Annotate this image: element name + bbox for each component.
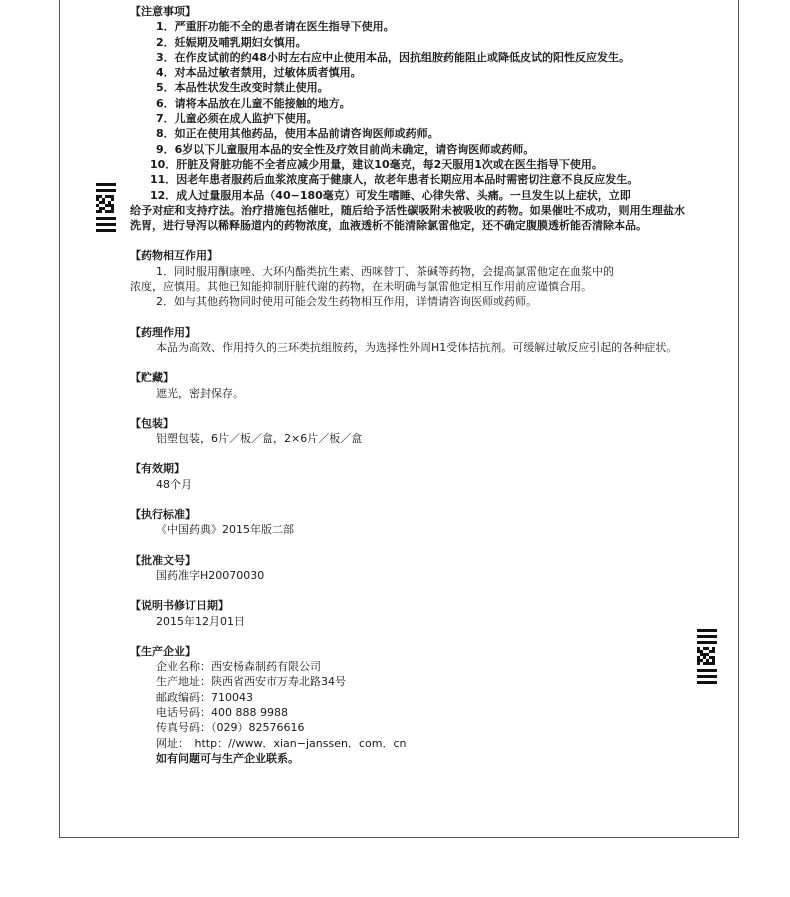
package-heading: 【包装】	[130, 416, 174, 430]
revision-section	[130, 598, 685, 629]
precaution-item-5: 5．本品性状发生改变时禁止使用。	[156, 81, 329, 95]
storage-text: 遮光，密封保存。	[156, 386, 244, 400]
precaution-item-6: 6．请将本品放在儿童不能接触的地方。	[156, 96, 351, 110]
manufacturer-website: 网址： http：//www．xian−janssen．com．cn	[156, 736, 407, 750]
manufacturer-name: 企业名称：西安杨森制药有限公司	[156, 660, 321, 674]
validity-heading: 【有效期】	[130, 462, 185, 476]
precaution-item-2: 2．妊娠期及哺乳期妇女慎用。	[156, 35, 307, 49]
manufacturer-postcode: 邮政编码：710043	[156, 690, 253, 704]
precaution-item-10: 10．肝脏及肾脏功能不全者应减少用量，建议10毫克，每2天服用1次或在医生指导下使用。	[150, 157, 603, 171]
precautions-section	[130, 4, 685, 233]
storage-heading: 【贮藏】	[130, 371, 174, 385]
interactions-section	[130, 248, 685, 309]
precaution-item-1: 1．严重肝功能不全的患者请在医生指导下使用。	[156, 20, 395, 34]
precaution-item-12-continued: 给予对症和支持疗法。治疗措施包括催吐，随后给予活性碳吸附未被吸收的药物。如果催吐不成功，则用生理盐水洗胃，进行导泻以稀释肠道内的药物浓度，血液透析不能清除氯雷他定，还不确定腹膜透析能否清除本品。	[130, 203, 685, 233]
revision-heading: 【说明书修订日期】	[130, 599, 229, 613]
validity-text: 48个月	[156, 477, 192, 491]
barcode-right-icon	[697, 629, 717, 687]
manufacturer-section	[130, 644, 685, 766]
package-text: 铝塑包装，6片／板／盒，2×6片／板／盒	[156, 432, 363, 446]
storage-section	[130, 370, 685, 401]
precaution-item-3: 3．在作皮试前的约48小时左右应中止使用本品，因抗组胺药能阻止或降低皮试的阳性反应发生。	[156, 50, 630, 64]
barcode-left-icon	[96, 183, 116, 235]
precaution-item-4: 4．对本品过敏者禁用，过敏体质者慎用。	[156, 66, 362, 80]
manufacturer-fax: 传真号码：（029）82576616	[156, 721, 305, 735]
standard-text: 《中国药典》2015年版二部	[156, 523, 294, 537]
approval-text: 国药准字H20070030	[156, 568, 265, 582]
interaction-item-1: 1．同时服用酮康唑、大环内酯类抗生素、西咪替丁、茶碱等药物，会提高氯雷他定在血浆中的	[156, 264, 614, 278]
approval-section	[130, 553, 685, 584]
manufacturer-phone: 电话号码：400 888 9988	[156, 705, 288, 719]
manufacturer-contact: 如有问题可与生产企业联系。	[156, 751, 299, 765]
approval-heading: 【批准文号】	[130, 553, 196, 567]
package-section	[130, 416, 685, 447]
standard-heading: 【执行标准】	[130, 508, 196, 522]
pharmacology-section	[130, 325, 685, 356]
precaution-item-7: 7．儿童必须在成人监护下使用。	[156, 112, 318, 126]
interactions-heading: 【药物相互作用】	[130, 249, 218, 263]
leaflet-content	[130, 4, 685, 766]
validity-section	[130, 461, 685, 492]
manufacturer-address: 生产地址：陕西省西安市万寿北路34号	[156, 675, 346, 689]
pharmacology-heading: 【药理作用】	[130, 325, 196, 339]
precautions-list	[130, 19, 685, 187]
precaution-item-11: 11．因老年患者服药后血浆浓度高于健康人，故老年患者长期应用本品时需密切注意不良反应发生。	[150, 173, 639, 187]
revision-text: 2015年12月01日	[156, 614, 245, 628]
precaution-item-12: 12．成人过量服用本品（40−180毫克）可发生嗜睡、心律失常、头痛。一旦发生以上症状，立即	[150, 188, 631, 202]
precautions-heading: 【注意事项】	[130, 5, 196, 18]
pharmacology-text: 本品为高效、作用持久的三环类抗组胺药，为选择性外周H1受体拮抗剂。可缓解过敏反应引起的各种症状。	[156, 340, 678, 354]
interaction-item-1-continued: 浓度，应慎用。其他已知能抑制肝脏代谢的药物，在未明确与氯雷他定相互作用前应谨慎合用。	[130, 280, 592, 294]
interaction-item-2: 2．如与其他药物同时使用可能会发生药物相互作用，详情请咨询医师或药师。	[156, 295, 537, 309]
manufacturer-heading: 【生产企业】	[130, 644, 196, 658]
precaution-item-8: 8．如正在使用其他药品，使用本品前请咨询医师或药师。	[156, 127, 439, 141]
precaution-item-9: 9．6岁以下儿童服用本品的安全性及疗效目前尚未确定，请咨询医师或药师。	[156, 142, 535, 156]
standard-section	[130, 507, 685, 538]
